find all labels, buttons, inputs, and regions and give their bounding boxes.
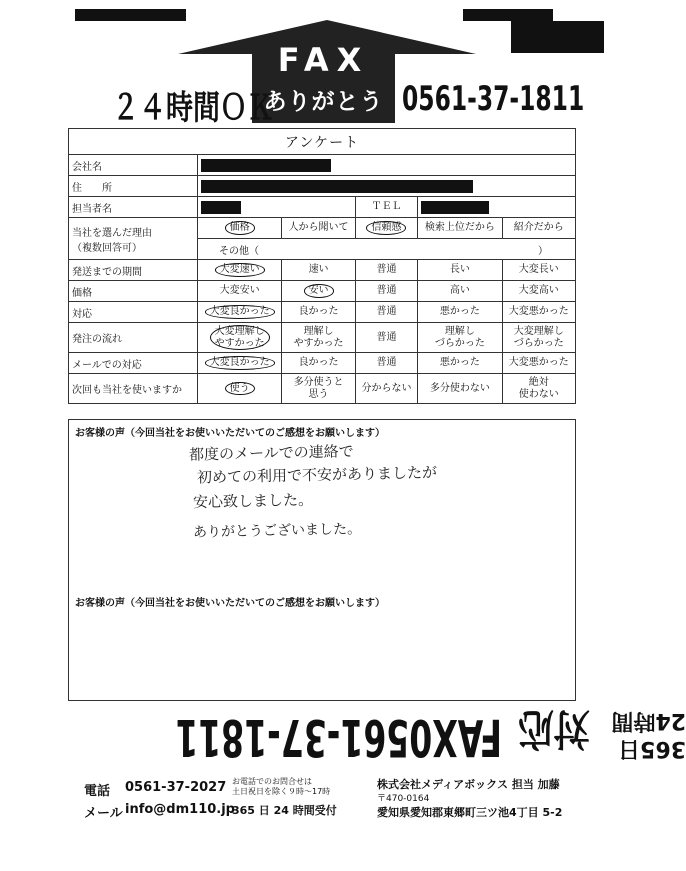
footer-24h: 24時間 <box>611 708 686 733</box>
rating-option-label: 大変悪かった <box>508 306 569 318</box>
rating-option[interactable] <box>502 281 575 302</box>
handwritten-line: ありがとうございました。 <box>192 521 362 541</box>
footer-fax-number-big: FAX0561-37-1811 <box>175 707 502 768</box>
rating-row <box>69 281 576 302</box>
rating-row-label: 次回も当社を使いますか <box>69 374 198 404</box>
rating-row-label: 発送までの期間 <box>69 260 198 281</box>
rating-option-label: 使う <box>225 382 255 396</box>
rating-rows <box>69 260 576 404</box>
rating-option-label: 大変理解し やすかった <box>210 325 270 350</box>
rating-option[interactable] <box>198 353 282 374</box>
reason-label-sub: （複数回答可） <box>72 242 142 254</box>
rating-row <box>69 323 576 353</box>
rating-option-label: 理解し づらかった <box>434 326 485 349</box>
reason-label <box>69 218 198 260</box>
fax-title: FAX <box>277 41 370 79</box>
footer-phone-label: 電話 <box>84 784 111 799</box>
rating-option-label: 大変安い <box>219 285 260 297</box>
rating-option[interactable] <box>355 323 417 353</box>
rating-row-label: 対応 <box>69 302 198 323</box>
rating-option[interactable] <box>418 260 502 281</box>
rating-option[interactable] <box>502 323 575 353</box>
rating-option[interactable] <box>282 260 355 281</box>
rating-option[interactable] <box>418 353 502 374</box>
rating-option-label: 分からない <box>361 382 412 394</box>
handwritten-line: 初めての利用で不安がありましたが <box>196 463 438 487</box>
redaction-bar <box>75 9 186 21</box>
rating-option[interactable] <box>502 260 575 281</box>
rating-option-label: 多分使うと 思う <box>293 377 344 400</box>
rating-option[interactable] <box>282 374 355 404</box>
reason-option-label: 価格 <box>225 221 255 235</box>
rating-option-label: 多分使わない <box>429 382 490 394</box>
rating-option[interactable] <box>355 353 417 374</box>
rating-option[interactable] <box>418 302 502 323</box>
rating-option-label: 安い <box>304 284 334 298</box>
rating-option[interactable] <box>282 281 355 302</box>
footer-hours-note: 土日祝日を除く９時～17時 <box>232 787 331 796</box>
company-name-field[interactable] <box>198 155 576 176</box>
company-name-label: 会社名 <box>69 155 198 176</box>
footer-phone[interactable]: 0561-37-2027 <box>125 780 227 795</box>
rating-option-label: 長い <box>449 264 470 276</box>
rating-option-label: 悪かった <box>439 306 480 318</box>
rating-option-label: 普通 <box>376 264 397 276</box>
footer-fax-banner <box>82 703 686 768</box>
reason-option[interactable]: 人から聞いて <box>282 218 355 239</box>
redaction-bar <box>511 21 604 53</box>
reason-other-close: ） <box>538 245 548 257</box>
address-label: 住 所 <box>69 176 198 197</box>
footer-mail[interactable]: info@dm110.jp <box>125 802 235 817</box>
customer-voice-footer: お客様の声（今回当社をお使いいただいてのご感想をお願いします） <box>75 598 385 609</box>
footer-365: 365日 <box>618 736 686 761</box>
handwritten-line: 都度のメールでの連絡で <box>188 442 354 464</box>
rating-row-label: 発注の流れ <box>69 323 198 353</box>
rating-option[interactable] <box>198 302 282 323</box>
rating-option-label: 大変良かった <box>205 305 275 319</box>
address-field[interactable] <box>198 176 576 197</box>
customer-voice-label: お客様の声（今回当社をお使いいただいてのご感想をお願いします） <box>75 428 385 439</box>
rating-row-label: メールでの対応 <box>69 353 198 374</box>
redaction-bar <box>463 9 553 21</box>
rating-option-label: 大変速い <box>215 263 265 277</box>
rating-option-label: 良かった <box>298 357 339 369</box>
redaction-bar <box>201 180 473 193</box>
rating-option[interactable] <box>355 374 417 404</box>
rating-option[interactable] <box>502 302 575 323</box>
rating-option[interactable] <box>198 260 282 281</box>
rating-option-label: 普通 <box>376 306 397 318</box>
rating-option[interactable] <box>355 260 417 281</box>
tel-label: ＴＥＬ <box>355 197 417 218</box>
rating-option[interactable] <box>282 302 355 323</box>
rating-option-label: 理解し やすかった <box>293 326 344 349</box>
rating-option[interactable] <box>355 281 417 302</box>
rating-option-label: 大変良かった <box>205 356 275 370</box>
rating-option-label: 大変高い <box>518 285 559 297</box>
rating-row-label: 価格 <box>69 281 198 302</box>
rating-option[interactable] <box>418 323 502 353</box>
rating-option[interactable] <box>282 323 355 353</box>
reason-other[interactable] <box>198 239 576 260</box>
rating-option[interactable] <box>502 374 575 404</box>
rating-option[interactable] <box>198 374 282 404</box>
reason-option[interactable]: 紹介だから <box>502 218 575 239</box>
rating-option-label: 大変悪かった <box>508 357 569 369</box>
survey-title: アンケート <box>69 129 576 155</box>
redaction-bar <box>421 201 489 214</box>
rating-row <box>69 353 576 374</box>
rating-option[interactable] <box>418 281 502 302</box>
footer-taiou: 対応 <box>517 703 590 753</box>
fax-thanks: ありがとう <box>263 89 384 115</box>
footer-fax-hours: 365 日 24 時間受付 <box>232 804 337 817</box>
rating-option-label: 良かった <box>298 306 339 318</box>
rating-option-label: 大変理解し づらかった <box>513 326 564 349</box>
rating-option-label: 普通 <box>376 285 397 297</box>
person-in-charge-field[interactable] <box>198 197 356 218</box>
survey-table <box>68 128 576 404</box>
reason-option[interactable] <box>198 218 282 239</box>
footer-mail-label: メール <box>84 806 123 821</box>
rating-option[interactable] <box>198 323 282 353</box>
footer-hours-note: お電話でのお問合せは <box>232 777 312 786</box>
reason-label-main: 当社を選んだ理由 <box>72 227 152 239</box>
rating-row <box>69 374 576 404</box>
person-in-charge-label: 担当者名 <box>69 197 198 218</box>
footer-company: 株式会社メディアボックス 担当 加藤 <box>377 778 560 791</box>
footer-postal: 〒470-0164 <box>377 794 430 804</box>
rating-option[interactable] <box>198 281 282 302</box>
footer-address: 愛知県愛知郡東郷町三ツ池4丁目 5-2 <box>377 806 563 819</box>
handwritten-line: 安心致しました。 <box>192 490 314 512</box>
reason-option[interactable] <box>355 218 417 239</box>
rating-option[interactable] <box>418 374 502 404</box>
header-24h-ok: ２４時間ＯＫ <box>112 88 274 128</box>
redaction-bar <box>201 201 241 214</box>
header-fax-number: 0561-37-1811 <box>402 80 585 119</box>
rating-option[interactable] <box>282 353 355 374</box>
rating-row <box>69 302 576 323</box>
redaction-bar <box>201 159 331 172</box>
rating-option-label: 絶対 使わない <box>518 377 559 400</box>
rating-row <box>69 260 576 281</box>
rating-option-label: 悪かった <box>439 357 480 369</box>
reason-option-label: 信頼感 <box>366 221 406 235</box>
reason-option[interactable]: 検索上位だから <box>418 218 502 239</box>
rating-option-label: 普通 <box>376 357 397 369</box>
rating-option-label: 速い <box>308 264 329 276</box>
tel-field[interactable] <box>418 197 576 218</box>
rating-option[interactable] <box>355 302 417 323</box>
customer-voice-box[interactable] <box>68 419 576 701</box>
rating-option-label: 普通 <box>376 331 397 343</box>
rating-option-label: 大変長い <box>518 264 559 276</box>
rating-option[interactable] <box>502 353 575 374</box>
rating-option-label: 高い <box>449 285 470 297</box>
reason-other-label: その他（ <box>219 245 259 257</box>
